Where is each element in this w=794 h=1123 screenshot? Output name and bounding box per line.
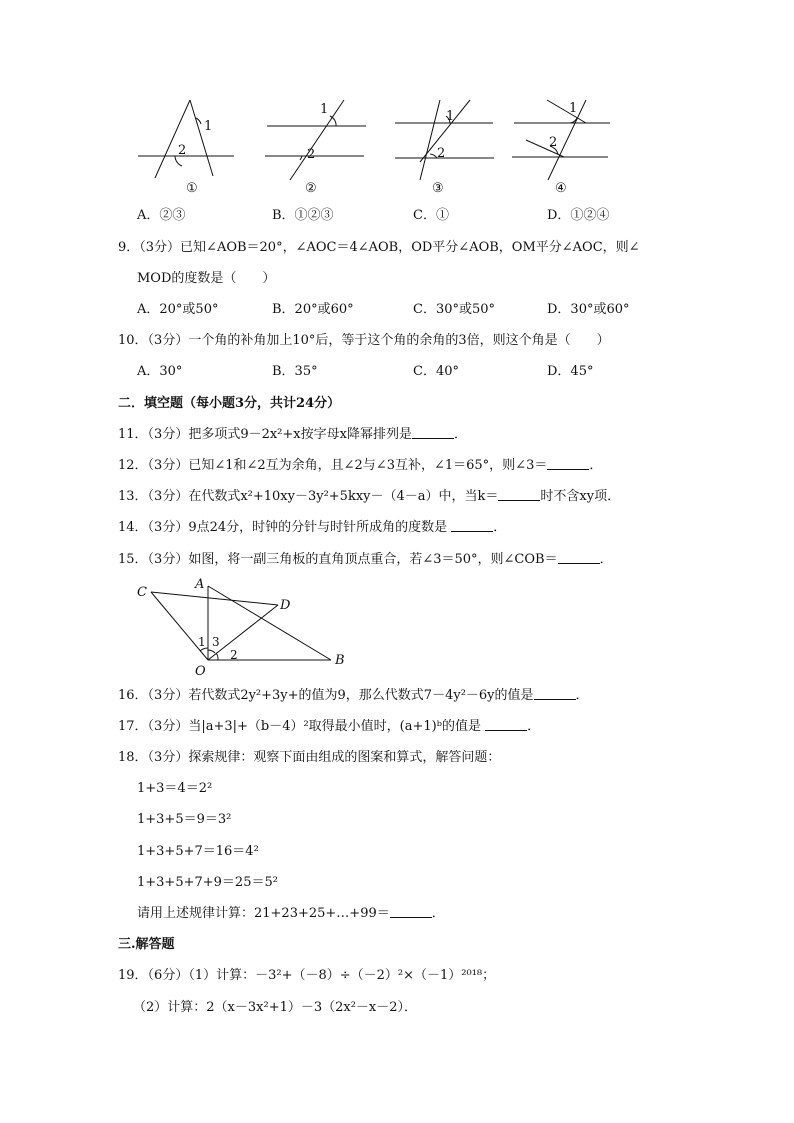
q9-option-d: D．30°或60° xyxy=(547,302,630,317)
q17-answer-blank[interactable] xyxy=(485,718,527,731)
q9-option-a: A．20°或50° xyxy=(137,302,219,317)
segment-AB xyxy=(208,586,331,660)
svg-text:2: 2 xyxy=(307,147,316,162)
point-O: O xyxy=(195,664,206,678)
q19-part1: 19．（6分）（1）计算：－3²+（－8）÷（－2）²×（－1）²⁰¹⁸； xyxy=(118,968,496,983)
q10-option-c: C．40° xyxy=(413,364,459,379)
angle-3: 3 xyxy=(212,635,220,649)
fig2-label: ② xyxy=(305,181,317,196)
point-D: D xyxy=(280,598,291,613)
svg-text:1: 1 xyxy=(204,119,213,134)
q8-option-d: D．①②④ xyxy=(547,208,610,223)
q9-option-c: C．30°或50° xyxy=(413,302,496,317)
q12-text: 12．（3分）已知∠1和∠2互为余角，且∠2与∠3互补，∠1＝65°，则∠3＝ ． xyxy=(118,458,603,473)
q8-option-b: B．①②③ xyxy=(272,208,334,223)
point-C: C xyxy=(137,585,147,600)
q9-line2: MOD的度数是（ ） xyxy=(137,271,276,286)
q14-text: 14．（3分）9点24分，时钟的分针与时针所成角的度数是 ． xyxy=(118,520,507,535)
fig1-transversal-a xyxy=(155,100,190,178)
fig4-line-c xyxy=(526,140,564,157)
q15-figure xyxy=(133,574,353,678)
q13-answer-blank[interactable] xyxy=(498,488,540,501)
q15-answer-blank[interactable] xyxy=(558,551,600,564)
q11-text: 11．（3分）把多项式9－2x²+x按字母x降幂排列是 ． xyxy=(118,427,467,442)
q18-row-3: 1+3+5+7＝16＝4² xyxy=(137,844,259,859)
q18-row-1: 1+3＝4＝2² xyxy=(137,781,213,796)
svg-text:1: 1 xyxy=(569,101,578,116)
q13-text: 13．（3分）在代数式x²+10xy－3y²+5kxy－（4－a）中，当k＝ 时不含xy项． xyxy=(118,489,621,504)
segment-CD xyxy=(151,592,278,605)
segment-CO xyxy=(151,592,208,660)
q17-text: 17．（3分）当|a+3|+（b－4）²取得最小值时，(a+1)ᵇ的值是 ． xyxy=(118,719,541,734)
svg-text:2: 2 xyxy=(549,135,558,150)
q8-option-a: A．②③ xyxy=(137,208,186,223)
svg-text:2: 2 xyxy=(437,146,446,161)
point-A: A xyxy=(195,577,205,592)
q10-text: 10．（3分）一个角的补角加上10°后，等于这个角的余角的3倍，则这个角是（ ） xyxy=(118,333,610,348)
q15-text: 15．（3分）如图，将一副三角板的直角顶点重合，若∠3＝50°，则∠COB＝ ． xyxy=(118,552,613,567)
q8-option-c: C．① xyxy=(413,208,449,223)
q18-answer-blank[interactable] xyxy=(390,905,432,918)
svg-text:1: 1 xyxy=(320,102,329,117)
q16-text: 16．（3分）若代数式2y²+3y+的值为9，那么代数式7－4y²－6y的值是 ． xyxy=(118,688,589,703)
svg-text:2: 2 xyxy=(178,143,187,158)
fig3-label: ③ xyxy=(432,181,444,196)
q18-question: 请用上述规律计算：21+23+25+…+99＝ ． xyxy=(137,906,445,921)
fig3-vertical xyxy=(420,100,440,180)
q10-option-b: B．35° xyxy=(272,364,318,379)
q10-option-d: D．45° xyxy=(547,364,594,379)
section-fill-in-heading: 二．填空题（每小题3分，共计24分） xyxy=(118,396,341,411)
q19-part2: （2）计算：2（x－3x²+1）－3（2x²－x－2）． xyxy=(133,1000,418,1015)
fig1-label: ① xyxy=(186,181,198,196)
q9-line1: 9．（3分）已知∠AOB＝20°，∠AOC＝4∠AOB，OD平分∠AOB，OM平分∠AOC，则∠ xyxy=(118,240,640,255)
q10-option-a: A．30° xyxy=(137,364,183,379)
fig2-transversal xyxy=(290,100,344,180)
section-solve-heading: 三.解答题 xyxy=(118,937,175,952)
q18-row-2: 1+3+5＝9＝3² xyxy=(137,812,232,827)
angle-2: 2 xyxy=(230,648,238,662)
q16-answer-blank[interactable] xyxy=(534,687,576,700)
svg-text:1: 1 xyxy=(446,109,455,124)
q18-row-4: 1+3+5+7+9＝25＝5² xyxy=(137,875,278,890)
fig4-label: ④ xyxy=(555,181,567,196)
angle-1: 1 xyxy=(198,635,206,649)
point-B: B xyxy=(335,653,345,668)
q14-answer-blank[interactable] xyxy=(451,519,493,532)
q12-answer-blank[interactable] xyxy=(547,457,589,470)
q8-figures xyxy=(130,96,610,202)
segment-OD xyxy=(208,605,278,660)
q11-answer-blank[interactable] xyxy=(412,426,454,439)
q18-text: 18．（3分）探索规律：观察下面由组成的图案和算式，解答问题： xyxy=(118,750,501,765)
q9-option-b: B．20°或60° xyxy=(272,302,354,317)
fig1-transversal-b xyxy=(190,100,213,176)
